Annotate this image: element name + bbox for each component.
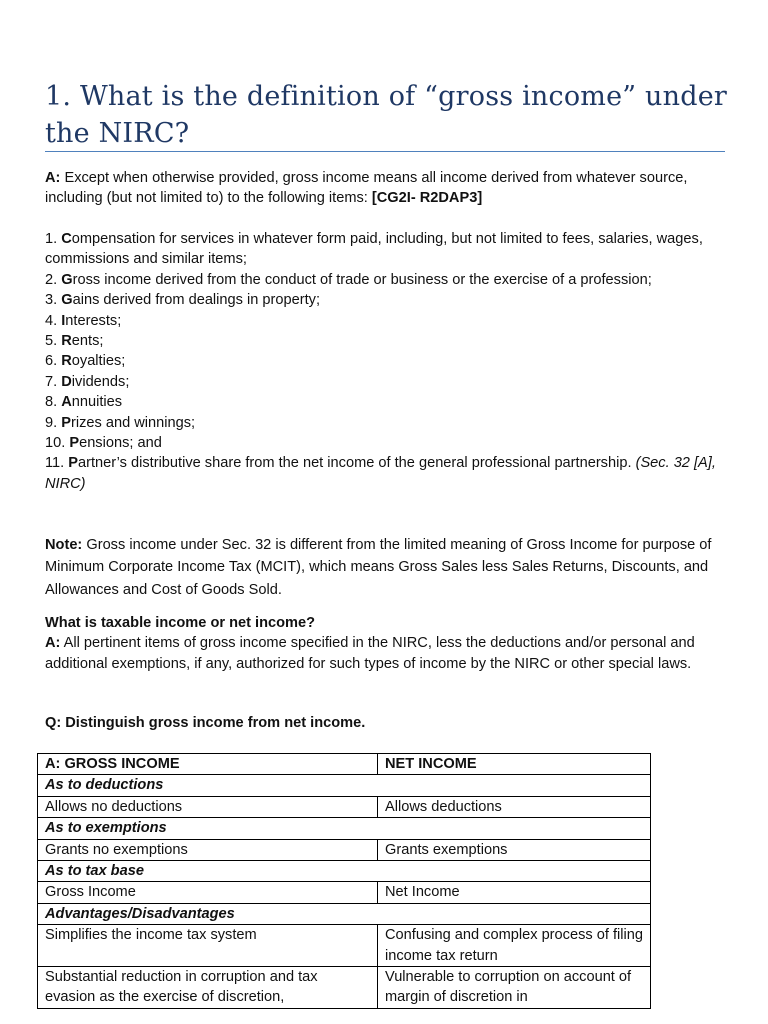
mnemonic-code: [CG2I- R2DAP3] (371, 190, 483, 207)
answer-text: Except when otherwise provided, gross income means all income derived from whatever source, including (but not limited to) to the following items: (45, 170, 688, 207)
list-item: 6. Royalties; (45, 353, 126, 370)
table-row: Substantial reduction in corruption and tax evasion as the exercise of discretion, Vulnerable to corruption on account of margin of discretion in (38, 967, 651, 1009)
list-item: 10. Pensions; and (45, 435, 162, 452)
list-item: 9. Prizes and winnings; (45, 414, 196, 431)
citation: (Sec. 32 [A], NIRC) (45, 455, 716, 492)
table-row: Gross Income Net Income (38, 882, 651, 903)
taxable-answer-label: A: (45, 635, 61, 652)
list-item: 7. Dividends; (45, 373, 130, 390)
list-item: 11. Partner’s distributive share from the net income of the general professional partnership. (Sec. 32 [A], NIRC) (45, 455, 716, 492)
title-divider (45, 151, 725, 152)
answer-label: A: (45, 170, 61, 186)
note-paragraph (45, 534, 725, 601)
table-section-row: Advantages/Disadvantages (38, 903, 651, 924)
note-text: Gross income under Sec. 32 is different from the limited meaning of Gross Income for purpose of Minimum Corporate Income Tax (MCIT), which means Gross Sales less Sales Returns, Discounts, and Allowances and Cost of Goods Sold. (45, 537, 712, 598)
taxable-answer-text: All pertinent items of gross income specified in the NIRC, less the deductions and/or personal and additional exemptions, if any, authorized for such types of income by the NIRC or other special laws. (45, 635, 695, 672)
table-header-row: A: GROSS INCOME NET INCOME (38, 754, 651, 775)
list-item: 5. Rents; (45, 333, 104, 350)
table-row: Grants no exemptions Grants exemptions (38, 839, 651, 860)
taxable-question: What is taxable income or net income? (45, 615, 316, 631)
table-row: Simplifies the income tax system Confusing and complex process of filing income tax return (38, 925, 651, 967)
list-item: 3. Gains derived from dealings in property; (45, 292, 321, 309)
table-section-row: As to tax base (38, 861, 651, 882)
distinguish-question: Q: Distinguish gross income from net income. (45, 715, 366, 731)
comparison-table (37, 753, 651, 1009)
note-label: Note: (45, 537, 83, 553)
list-item: 4. Interests; (45, 312, 122, 329)
table-section-row: As to deductions (38, 775, 651, 796)
list-item: 2. Gross income derived from the conduct of trade or business or the exercise of a profession; (45, 271, 652, 288)
list-item: 8. Annuities (45, 394, 123, 411)
taxable-income-section (45, 613, 725, 674)
page-title: 1. What is the definition of “gross income” under the NIRC? (45, 81, 728, 149)
table-section-row: As to exemptions (38, 818, 651, 839)
definition-answer (45, 168, 725, 209)
gross-income-items-list (45, 229, 725, 494)
table-row: Allows no deductions Allows deductions (38, 796, 651, 817)
list-item: 1. Compensation for services in whatever form paid, including, but not limited to fees, salaries, wages, commissions and similar items; (45, 231, 703, 268)
